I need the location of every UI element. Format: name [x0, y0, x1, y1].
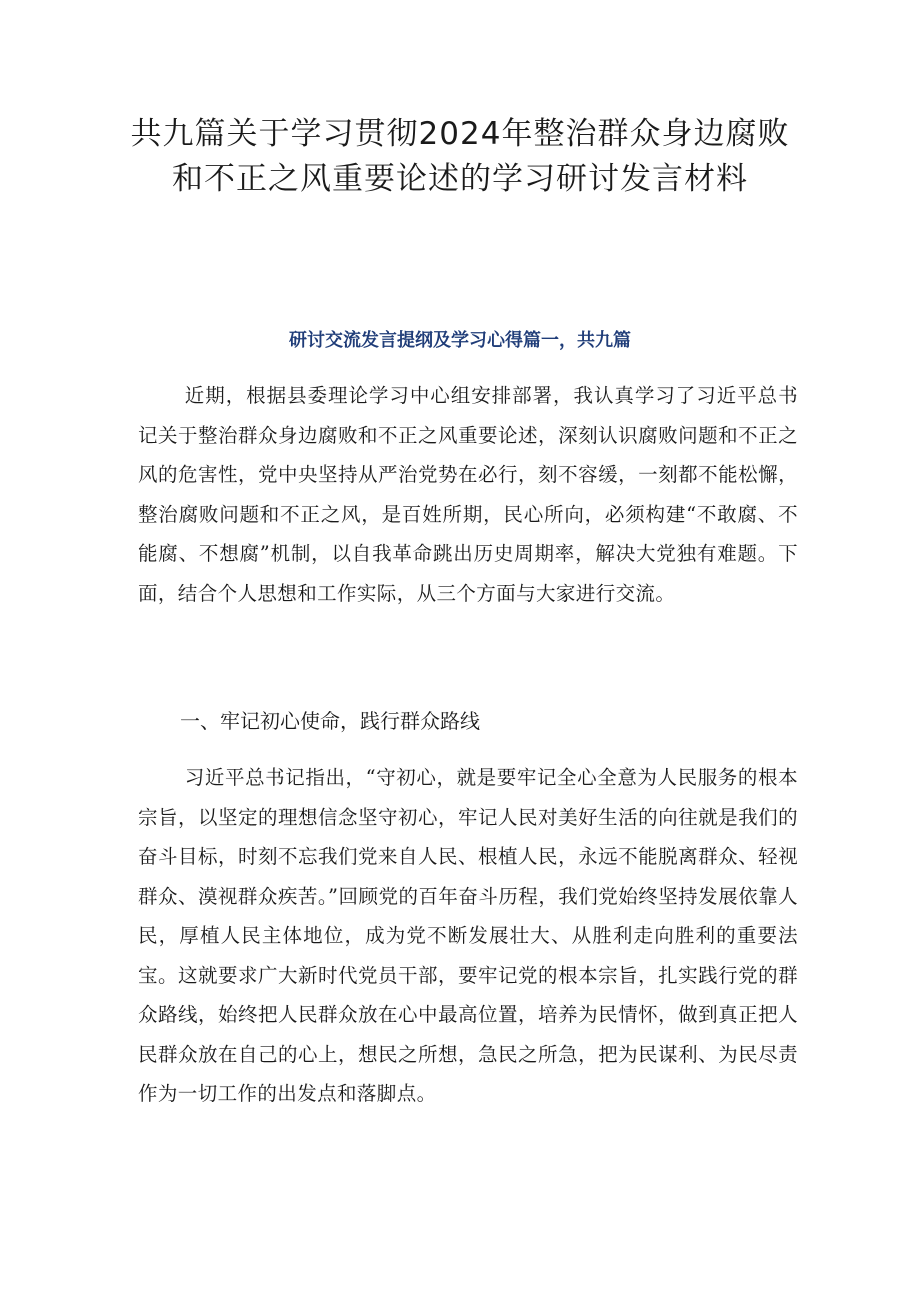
document-title: 共九篇关于学习贯彻2024年整治群众身边腐败和不正之风重要论述的学习研讨发言材料 — [130, 116, 790, 197]
section-heading: 一、牢记初心使命，践行群众路线 — [180, 709, 480, 733]
intro-paragraph: 近期，根据县委理论学习中心组安排部署，我认真学习了习近平总书记关于整治群众身边腐败和不正之风重要论述，深刻认识腐败问题和不正之风的危害性，党中央坚持从严治党势在必行，刻不容缓，一刻都不能松懈，整治腐败问题和不正之风，是百姓所期，民心所向，必须构建“不敢腐、不能腐、不想腐”机制，以自我革命跳出历史周期率，解决大党独有难题。下面，结合个人思想和工作实际，从三个方面与大家进行交流。 — [138, 384, 798, 605]
section-paragraph: 习近平总书记指出，“守初心，就是要牢记全心全意为人民服务的根本宗旨，以坚定的理想信念坚守初心，牢记人民对美好生活的向往就是我们的奋斗目标，时刻不忘我们党来自人民、根植人民，永远不能脱离群众、轻视群众、漠视群众疾苦。”回顾党的百年奋斗历程，我们党始终坚持发展依靠人民，厚植人民主体地位，成为党不断发展壮大、从胜利走向胜利的重要法宝。这就要求广大新时代党员干部，要牢记党的根本宗旨，扎实践行党的群众路线，始终把人民群众放在心中最高位置，培养为民情怀，做到真正把人民群众放在自己的心上，想民之所想，急民之所急，把为民谋利、为民尽责作为一切工作的出发点和落脚点。 — [138, 766, 798, 1105]
document-subtitle: 研讨交流发言提纲及学习心得篇一，共九篇 — [289, 330, 631, 351]
